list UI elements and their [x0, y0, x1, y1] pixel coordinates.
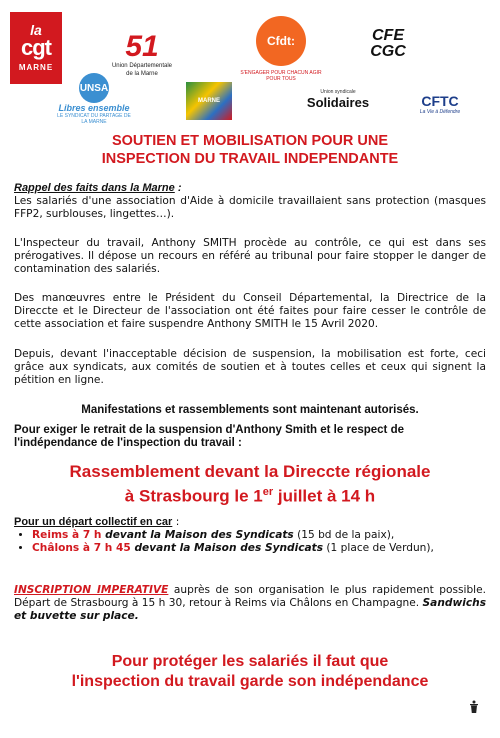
rappel-p4: Depuis, devant l'inacceptable décision de suspension, la mobilisation est forte, ceci grâce aux syndicats, aux comités de soutien et à toutes celles et ceux qui signent la pétition en ligne.	[14, 348, 486, 386]
rassemblement-sup: er	[262, 486, 274, 498]
ud51-number: 51	[125, 30, 159, 63]
cfecgc-line1: CFE	[372, 27, 404, 44]
solidaires-union: Union syndicale	[320, 88, 356, 95]
depart-city: Châlons à 7 h 45	[32, 542, 131, 554]
unsa-tagline: Libres ensemble	[58, 103, 130, 113]
list-item	[32, 529, 486, 542]
cgt-logo	[10, 12, 62, 84]
final-line1: Pour protéger les salariés il faut que	[111, 653, 389, 670]
inscription-section	[14, 584, 486, 623]
rappel-colon: :	[174, 182, 182, 194]
rassemblement-line1: Rassemblement devant la Direccte régionale	[69, 462, 431, 481]
cftc-name: CFTC	[421, 93, 459, 109]
depart-list	[14, 529, 486, 555]
final-line2: l'inspection du travail garde son indépendance	[71, 673, 429, 690]
title-line1: SOUTIEN ET MOBILISATION POUR UNE	[111, 133, 389, 149]
depart-address: (1 place de Verdun),	[323, 542, 434, 554]
inscription-extra: Sandwichs et buvette sur place.	[14, 597, 486, 622]
cgt-logo-name: cgt	[21, 35, 51, 60]
depart-address: (15 bd de la paix),	[293, 529, 395, 541]
cgt-logo-la: la	[30, 22, 42, 38]
cftc-logo	[412, 82, 468, 126]
inscription-label: INSCRIPTION IMPERATIVE	[14, 584, 169, 596]
fo-marne-logo	[186, 82, 232, 120]
cgt-logo-region: MARNE	[18, 63, 54, 72]
logo-banner	[0, 0, 500, 130]
depart-place: devant la Maison des Syndicats	[130, 542, 324, 554]
depart-city: Reims à 7 h	[32, 529, 102, 541]
title-line2: INSPECTION DU TRAVAIL INDEPENDANTE	[101, 151, 399, 167]
rappel-p3: Des manœuvres entre le Président du Conseil Départemental, la Directrice de la Direccte et le Directeur de l'association ont été faites pour faire cesser le contrôle de cette association et faire suspendre Anthony SMITH le 15 Avril 2020.	[14, 292, 486, 330]
rappel-p2: L'Inspecteur du travail, Anthony SMITH procède au contrôle, ce qui est dans ses prérogatives. Il dépose un recours en référé au tribunal pour faire stopper le danger de contamination des salariés.	[14, 237, 486, 275]
inscription-text: auprès de son organisation le plus rapidement possible. Départ de Strasbourg à 15 h 30, retour à Reims via Châlons en Champagne.	[14, 584, 486, 609]
cfecgc-line2: CGC	[370, 43, 406, 60]
unsa-logo	[56, 68, 132, 130]
rassemblement-line2a: à Strasbourg le 1	[124, 486, 263, 506]
fo-name: MARNE	[198, 98, 220, 104]
rappel-heading: Rappel des faits dans la Marne	[14, 182, 175, 194]
final-statement	[0, 652, 500, 692]
recycle-bin-icon	[468, 700, 480, 714]
unsa-sub: LE SYNDICAT DU PARTAGE DE LA MARNE	[57, 113, 131, 125]
rassemblement	[0, 461, 500, 507]
cftc-motto: La Vie à Défendre	[419, 109, 461, 115]
depart-heading: Pour un départ collectif en car	[14, 516, 173, 528]
rappel-section	[14, 182, 486, 221]
depart-place: devant la Maison des Syndicats	[101, 529, 294, 541]
manif-statement: Manifestations et rassemblements sont maintenant autorisés.	[81, 404, 419, 416]
page-title	[0, 132, 500, 168]
cfdt-tagline: S'ENGAGER POUR CHACUN AGIR POUR TOUS	[240, 70, 322, 82]
unsa-name: UNSA	[79, 73, 109, 103]
rappel-p1: Les salariés d'une association d'Aide à domicile travaillaient sans protection (masques FFP2, surblouses, lingettes…).	[14, 195, 486, 220]
solidaires-logo	[302, 84, 374, 114]
cfecgc-logo	[360, 22, 416, 66]
list-item	[32, 542, 486, 555]
solidaires-name: Solidaires	[306, 94, 370, 110]
depart-section	[14, 516, 486, 555]
cfdt-logo	[256, 16, 306, 66]
exiger-statement: Pour exiger le retrait de la suspension d'Anthony Smith et le respect de l'indépendance de l'inspection du travail :	[14, 424, 405, 449]
cfdt-name: Cfdt:	[267, 34, 295, 48]
ud51-subtitle: Union Départementale de la Marne	[111, 63, 173, 77]
depart-colon: :	[172, 516, 180, 528]
rassemblement-line2b: juillet à 14 h	[273, 486, 376, 506]
